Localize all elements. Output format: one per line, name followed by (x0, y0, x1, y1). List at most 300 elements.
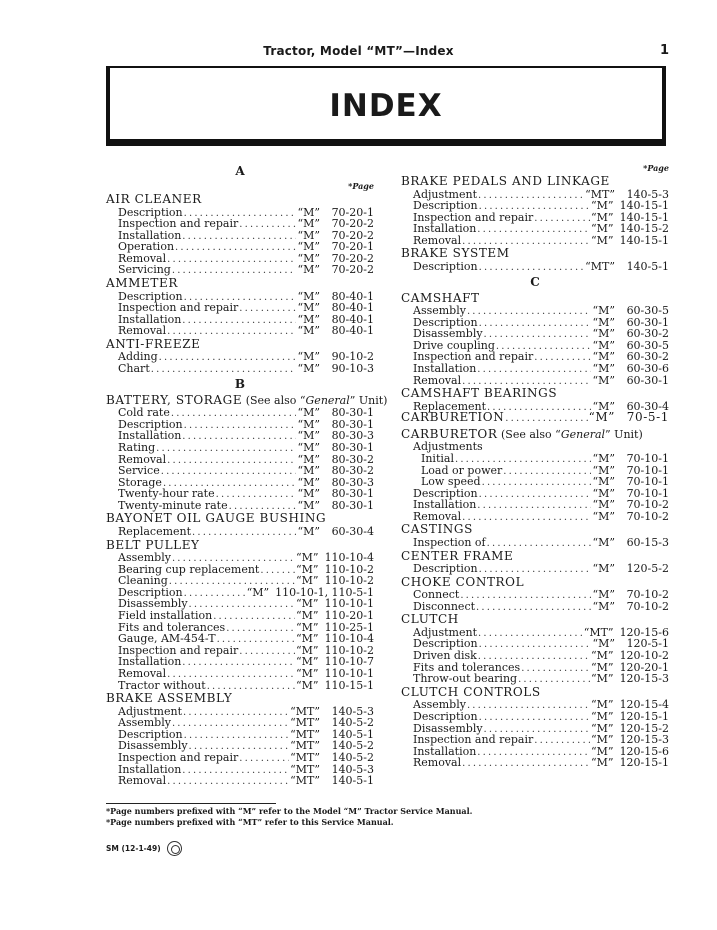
leader-dots (167, 254, 296, 266)
entry-label: Inspection and repair (413, 733, 534, 747)
leader-dots (479, 489, 592, 501)
entry-page: 80-40-1 (331, 312, 374, 326)
index-column-right (401, 162, 669, 769)
leader-dots (478, 628, 583, 640)
entry-label: Inspection of (413, 535, 486, 549)
entry-label: Service (118, 464, 160, 478)
entry-page: 80-30-3 (331, 475, 374, 489)
entry-model: “M” (297, 475, 320, 489)
leader-dots (156, 443, 296, 455)
index-entry (401, 453, 669, 465)
index-heading (106, 691, 374, 706)
entry-page: 70-10-2 (626, 588, 669, 602)
index-heading-text: CASTINGS (401, 522, 473, 537)
entry-model: “M” (297, 464, 320, 478)
entry-model: “M” (297, 406, 320, 420)
entry-label: Inspection and repair (118, 217, 239, 231)
entry-model: “MT” (585, 187, 615, 201)
entry-model: “M” (591, 709, 614, 723)
index-heading-text: BRAKE PEDALS AND LINKAGE (401, 174, 610, 188)
entry-page: 140-15-1 (619, 233, 669, 247)
entry-page: 60-30-2 (626, 350, 669, 364)
entry-page: 70-20-2 (331, 263, 374, 277)
leader-dots (462, 758, 590, 770)
entry-label: Disassembly (413, 721, 483, 735)
index-heading (401, 612, 669, 627)
entry-model: “M” (591, 698, 614, 712)
leader-dots (467, 700, 590, 712)
entry-page: 70-20-2 (331, 228, 374, 242)
entry-label: Storage (118, 475, 162, 489)
entry-label: Twenty-minute rate (118, 498, 228, 512)
index-entry (401, 650, 669, 662)
entry-label: Rating (118, 440, 156, 454)
index-entry (401, 476, 669, 488)
index-entry (401, 235, 669, 247)
entry-model: “MT” (583, 625, 614, 639)
entry-page: 110-10-2 (324, 643, 374, 657)
entry-page: 140-5-3 (331, 704, 374, 718)
index-heading-note: (See also “General” Unit) (497, 427, 643, 441)
index-entry (106, 610, 374, 622)
index-heading-text: CHOKE CONTROL (401, 574, 525, 589)
entry-label: Description (118, 727, 183, 741)
entry-page: 110-25-1 (324, 620, 374, 634)
index-entry (401, 375, 669, 387)
leader-dots (534, 735, 590, 747)
entry-page: 80-40-1 (331, 289, 374, 303)
entry-label: Chart (118, 362, 150, 376)
index-entry (401, 589, 669, 601)
entry-model: “MT” (585, 259, 615, 273)
entry-model: “MT” (290, 774, 320, 788)
entry-label: Description (413, 315, 478, 329)
entry-page: 60-30-6 (626, 362, 669, 376)
entry-label: Disconnect (413, 599, 476, 613)
entry-label: Description (118, 585, 183, 599)
entry-model: “MT” (290, 762, 320, 776)
entry-page: 60-30-1 (626, 373, 669, 387)
entry-page: 110-10-2 (324, 562, 374, 576)
entry-label: Removal (413, 509, 462, 523)
entry-model: “M” (591, 744, 614, 758)
entry-page: 120-15-1 (619, 756, 669, 770)
entry-label: Assembly (413, 304, 466, 318)
entry-label: Replacement (413, 399, 487, 413)
entry-model: “M” (591, 210, 614, 224)
entry-label: Servicing (118, 263, 171, 277)
entry-model: “M” (297, 312, 320, 326)
entry-label: Field installation (118, 609, 213, 623)
entry-model: “M” (297, 350, 320, 364)
index-heading (401, 427, 669, 442)
leader-dots (479, 318, 592, 330)
entry-page: 120-15-6 (619, 744, 669, 758)
entry-page: 140-5-1 (331, 727, 374, 741)
entry-model: “M” (591, 672, 614, 686)
entry-model: “M” (296, 667, 319, 680)
entry-model: “M” (591, 733, 614, 747)
leader-dots (478, 190, 584, 202)
entry-page: 90-10-2 (331, 350, 374, 364)
index-heading (401, 522, 669, 537)
entry-page: 120-10-2 (619, 649, 669, 663)
entry-model: “M” (297, 228, 320, 242)
entry-label: Removal (413, 233, 462, 247)
footnote-m: *Page numbers prefixed with “M” refer to the Model “M” Tractor Service Manual. (106, 806, 473, 816)
entry-label: Removal (118, 667, 167, 680)
entry-page: 140-15-1 (619, 199, 669, 213)
index-entry (106, 363, 374, 375)
entry-label: Removal (413, 373, 462, 387)
entry-label: Drive coupling (413, 338, 495, 352)
entry-label: Removal (118, 324, 167, 338)
footnotes (106, 806, 472, 828)
leader-dots (462, 512, 591, 524)
entry-model: “M” (297, 417, 320, 431)
section-letter: A (235, 164, 245, 178)
entry-page: 120-5-1 (626, 637, 669, 651)
entry-page: 80-30-1 (331, 417, 374, 431)
entry-page: 70-20-2 (331, 217, 374, 231)
index-entry (401, 363, 669, 375)
index-heading (106, 276, 374, 291)
entry-label: Inspection and repair (413, 350, 534, 364)
entry-page: 60-30-1 (626, 315, 669, 329)
entry-model: “MT” (290, 727, 320, 741)
leader-dots (167, 455, 296, 467)
leader-dots (239, 646, 295, 658)
entry-model: “M” (592, 475, 615, 489)
entry-model: “M” (297, 205, 320, 219)
entry-label: Disassembly (118, 739, 188, 753)
entry-model: “M” (592, 327, 615, 341)
entry-model: “M” (592, 362, 615, 376)
entry-label: Description (413, 562, 478, 576)
index-entry (106, 465, 374, 477)
entry-page: 70-5-1 (626, 410, 669, 425)
index-entry (401, 734, 669, 746)
entry-model: “M” (592, 535, 615, 549)
entry-model: “M” (592, 451, 615, 465)
entry-page: 140-5-2 (331, 751, 374, 765)
entry-page: 70-10-2 (626, 498, 669, 512)
leader-dots (479, 712, 590, 724)
entry-model: “M” (297, 289, 320, 303)
entry-page: 110-10-1 (324, 667, 374, 680)
index-heading (401, 291, 669, 306)
index-entry (106, 264, 374, 276)
leader-dots (226, 623, 295, 635)
index-entry (106, 442, 374, 454)
entry-label: Removal (413, 756, 462, 770)
entry-page: 110-20-1 (324, 609, 374, 623)
index-heading-text: CLUTCH (401, 612, 459, 627)
index-entry (401, 261, 669, 273)
leader-dots (239, 753, 289, 765)
entry-page: 70-20-1 (331, 205, 374, 219)
entry-label: Initial (421, 451, 454, 465)
entry-model: “M” (296, 597, 319, 611)
entry-page: 80-30-1 (331, 498, 374, 512)
entry-model: “M” (296, 574, 319, 588)
leader-dots (171, 408, 297, 420)
entry-model: “M” (592, 599, 615, 613)
index-heading-text: AIR CLEANER (106, 192, 202, 206)
leader-dots (484, 329, 592, 341)
entry-model: “M” (297, 487, 320, 501)
index-entry (401, 537, 669, 549)
entry-page: 120-15-2 (619, 721, 669, 735)
entry-model: “M” (591, 233, 614, 247)
entry-model: “M” (591, 756, 614, 770)
union-seal-icon (167, 841, 182, 856)
entry-page: 140-15-1 (619, 210, 669, 224)
index-entry (401, 305, 669, 317)
entry-page: 80-30-1 (331, 487, 374, 501)
entry-page: 70-10-2 (626, 509, 669, 523)
sm-code-text: SM (12-1-49) (106, 844, 161, 853)
leader-dots (216, 489, 297, 501)
entry-page: 80-30-2 (331, 452, 374, 466)
entry-page: 140-5-2 (331, 739, 374, 753)
entry-label: Installation (118, 228, 182, 242)
entry-model: “M” (297, 524, 320, 538)
entry-page: 140-5-1 (331, 774, 374, 788)
page-number: 1 (660, 43, 670, 58)
entry-model: “M” (592, 315, 615, 329)
entry-label: Adjustment (118, 704, 182, 718)
index-heading (106, 511, 374, 526)
index-heading-text: BATTERY, STORAGE (106, 392, 243, 407)
entry-page: 60-30-5 (626, 304, 669, 318)
leader-dots (182, 765, 289, 777)
leader-dots (460, 590, 591, 602)
entry-page: 120-5-2 (626, 562, 669, 576)
entry-label: Description (413, 709, 478, 723)
entry-model: “M” (592, 338, 615, 352)
entry-model: “M” (592, 486, 615, 500)
entry-page: 80-30-3 (331, 429, 374, 443)
entry-page: 140-5-1 (626, 259, 669, 273)
index-heading (106, 192, 374, 207)
entry-label: Removal (118, 774, 167, 788)
leader-dots (477, 747, 590, 759)
index-title: INDEX (329, 88, 443, 124)
entry-page: 60-30-4 (331, 524, 374, 538)
entry-model: “M” (297, 452, 320, 466)
entry-model: “M” (296, 678, 319, 692)
leader-dots (151, 364, 297, 376)
index-entry (401, 711, 669, 723)
entry-page: 90-10-3 (331, 362, 374, 376)
entry-model: “M” (297, 240, 320, 254)
entry-page: 60-15-3 (626, 535, 669, 549)
entry-page: 110-10-1, 110-5-1 (275, 585, 374, 599)
entry-page: 110-15-1 (324, 678, 374, 692)
entry-page: 120-15-3 (619, 672, 669, 686)
entry-label: Low speed (421, 475, 481, 489)
entry-model: “M” (297, 440, 320, 454)
entry-page: 70-10-1 (626, 451, 669, 465)
entry-model: “M” (591, 222, 614, 236)
entry-label: Twenty-hour rate (118, 487, 215, 501)
leader-dots (477, 364, 591, 376)
entry-label: Removal (118, 452, 167, 466)
entry-page: 110-10-2 (324, 574, 374, 588)
leader-dots (239, 219, 296, 231)
index-heading (401, 685, 669, 700)
index-heading-text: AMMETER (106, 276, 178, 291)
entry-model: “M” (588, 410, 615, 425)
entry-page: 110-10-7 (324, 655, 374, 669)
entry-model: “M” (592, 509, 615, 523)
leader-dots (479, 639, 592, 651)
entry-label: Inspection and repair (413, 210, 534, 224)
entry-label: Throw-out bearing (413, 672, 518, 686)
leader-dots (182, 431, 296, 443)
entry-model: “M” (297, 251, 320, 265)
index-entry (106, 218, 374, 230)
entry-label: Installation (118, 429, 182, 443)
index-subheading: Adjustments (413, 440, 483, 454)
entry-label: Description (413, 486, 478, 500)
entry-page: 120-20-1 (619, 660, 669, 674)
entry-model: “M” (296, 655, 319, 669)
index-entry (401, 511, 669, 523)
index-entry (401, 601, 669, 613)
entry-model: “M” (591, 660, 614, 674)
entry-label: Driven disk (413, 649, 477, 663)
entry-page: 120-15-6 (619, 625, 669, 639)
section-letter: C (530, 274, 540, 289)
index-entry (106, 680, 374, 692)
section-letter: B (234, 376, 246, 391)
leader-dots (182, 657, 295, 669)
entry-model: “M” (296, 609, 319, 623)
leader-dots (479, 262, 585, 274)
leader-dots (477, 224, 590, 236)
entry-page: 120-15-1 (619, 709, 669, 723)
entry-label: Disassembly (413, 327, 483, 341)
entry-label: Bearing cup replacement (118, 562, 260, 576)
index-heading (401, 575, 669, 590)
entry-label: Installation (413, 222, 477, 236)
index-heading-text: CAMSHAFT (401, 290, 480, 305)
leader-dots (192, 527, 296, 539)
entry-page: 80-30-1 (331, 440, 374, 454)
entry-page: 80-40-1 (331, 324, 374, 338)
leader-dots (172, 265, 297, 277)
leader-dots (167, 776, 289, 788)
leader-dots (505, 413, 587, 425)
entry-page: 80-30-1 (331, 406, 374, 420)
entry-page: 70-10-1 (626, 486, 669, 500)
entry-model: “M” (592, 399, 615, 413)
entry-label: Disassembly (118, 597, 188, 611)
footnote-mt: *Page numbers prefixed with “MT” refer to this Service Manual. (106, 817, 394, 827)
entry-page: 120-15-3 (619, 733, 669, 747)
index-entry (106, 668, 374, 680)
entry-label: Description (118, 417, 183, 431)
entry-label: Assembly (118, 551, 171, 565)
entry-label: Replacement (118, 524, 192, 538)
entry-page: 70-20-2 (331, 251, 374, 265)
leader-dots (159, 352, 297, 364)
index-entry (106, 752, 374, 764)
entry-model: “M” (296, 562, 319, 576)
entry-label: Description (413, 199, 478, 213)
entry-label: Assembly (413, 698, 466, 712)
index-heading-text: ANTI-FREEZE (106, 336, 201, 351)
entry-page: 80-40-1 (331, 301, 374, 315)
entry-label: Installation (413, 362, 477, 376)
leader-dots (184, 420, 297, 432)
index-heading-text: BAYONET OIL GAUGE BUSHING (106, 511, 327, 526)
entry-page: 140-5-2 (331, 716, 374, 730)
entry-label: Adjustment (413, 625, 477, 639)
leader-dots (477, 500, 591, 512)
index-entry (401, 200, 669, 212)
leader-dots (182, 231, 296, 243)
entry-label: Gauge, AM-454-T (118, 632, 216, 646)
entry-label: Load or power (421, 463, 503, 477)
entry-model: “M” (296, 632, 319, 646)
index-heading-text: CARBURETOR (401, 426, 498, 441)
entry-label: Assembly (118, 716, 171, 730)
leader-dots (534, 352, 591, 364)
leader-dots (183, 707, 289, 719)
leader-dots (175, 242, 296, 254)
entry-page: 60-30-5 (626, 338, 669, 352)
entry-label: Cleaning (118, 574, 168, 588)
index-heading (401, 549, 669, 564)
leader-dots (521, 663, 590, 675)
leader-dots (182, 315, 296, 327)
entry-model: “M” (591, 199, 614, 213)
index-heading (401, 174, 669, 189)
entry-model: “M” (592, 562, 615, 576)
entry-model: “M” (296, 643, 319, 657)
leader-dots (161, 466, 297, 478)
entry-label: Inspection and repair (118, 751, 239, 765)
entry-label: Adding (118, 350, 158, 364)
entry-model: “M” (592, 463, 615, 477)
entry-label: Installation (118, 312, 182, 326)
entry-page: 140-15-2 (619, 222, 669, 236)
entry-label: Tractor without (118, 678, 206, 692)
entry-model: “MT” (290, 739, 320, 753)
entry-page: 60-30-4 (626, 399, 669, 413)
entry-model: “M” (297, 263, 320, 277)
entry-label: Description (118, 205, 183, 219)
entry-label: Installation (118, 762, 182, 776)
entry-page: 120-15-4 (619, 698, 669, 712)
index-heading (401, 246, 669, 261)
index-entry (106, 526, 374, 538)
entry-page: 70-10-2 (626, 599, 669, 613)
entry-model: “M” (592, 498, 615, 512)
running-head: Tractor, Model “MT”—Index (263, 44, 454, 58)
index-heading-entry (401, 412, 669, 427)
entry-model: “M” (592, 304, 615, 318)
index-entry (106, 775, 374, 787)
index-entry (106, 302, 374, 314)
index-heading-text: CAMSHAFT BEARINGS (401, 386, 558, 401)
entry-model: “M” (297, 362, 320, 376)
entry-model: “M” (246, 585, 270, 599)
entry-label: Fits and tolerances (118, 620, 226, 634)
